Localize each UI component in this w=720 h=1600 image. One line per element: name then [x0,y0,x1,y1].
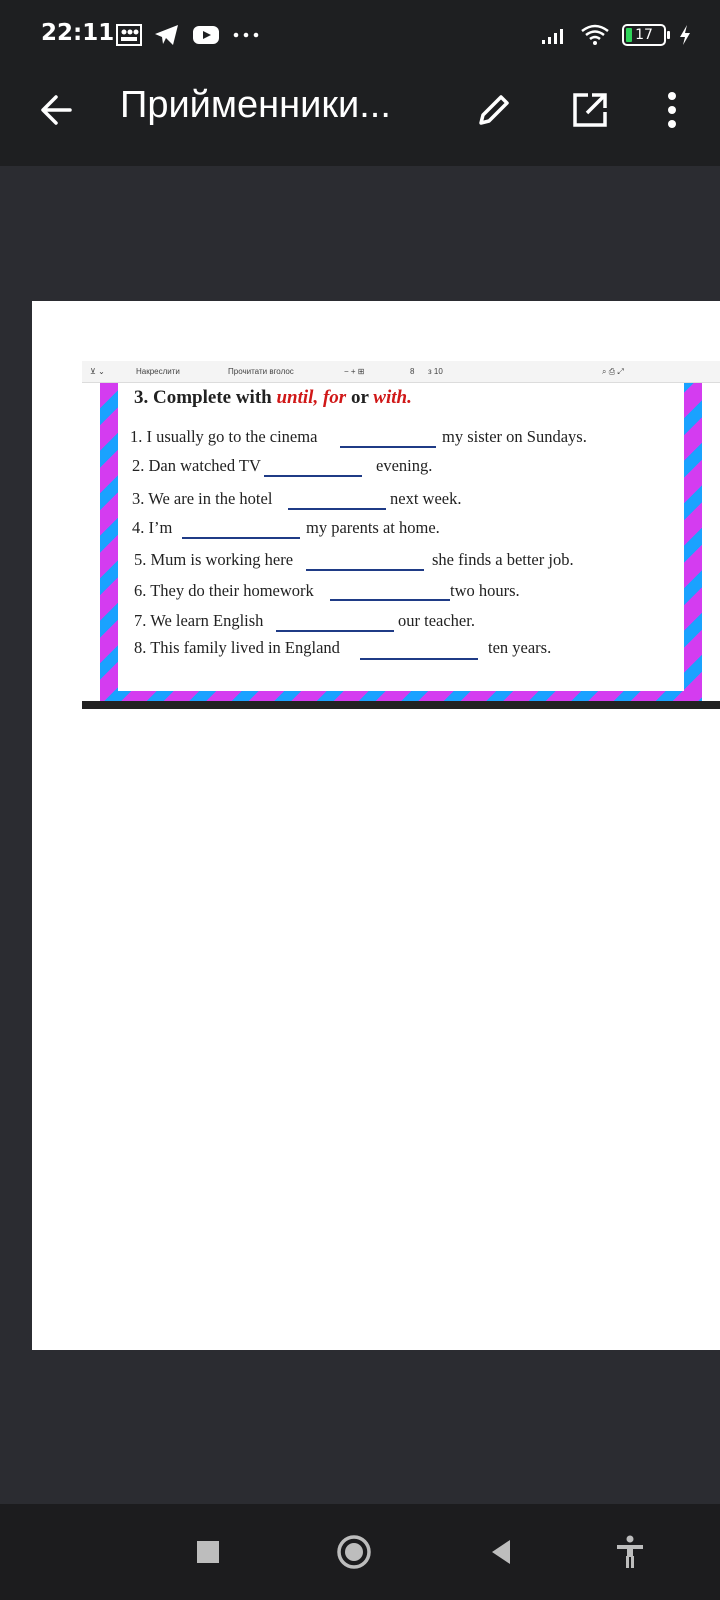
status-time: 22:11 [41,20,115,46]
draw-tool: Накреслити [136,367,180,376]
wifi-icon [580,24,610,46]
item-2-after: evening. [376,456,433,475]
item-6-blank [330,599,450,601]
item-8-before: 8. This family lived in England [134,638,340,657]
viewer-actions-icon: ⌕ ⎙ ⤢ [602,367,624,376]
embedded-screenshot [82,353,720,709]
highlight-tool-icon: ⊻ ⌄ [90,367,105,376]
status-icons-right [540,22,692,48]
item-6-after: two hours. [450,581,520,600]
item-1-after: my sister on Sundays. [442,427,587,446]
battery-icon [622,24,666,46]
app-bar [0,70,720,166]
item-5-after: she finds a better job. [432,550,574,569]
item-5-before: 5. Mum is working here [134,550,294,569]
item-7-blank [276,630,394,632]
worksheet-title [134,387,412,409]
back-arrow-icon[interactable] [36,90,76,130]
more-dots-icon [232,24,260,46]
item-1-blank [340,446,436,448]
worksheet-frame [100,383,702,701]
item-1-before: 1. I usually go to the cinema [130,427,318,446]
signal-icon [540,24,568,46]
item-4-blank [182,537,300,539]
edit-pencil-icon[interactable] [474,90,514,130]
item-5-blank [306,569,424,571]
item-8-after: ten years. [488,638,552,657]
page-total: з 10 [428,367,443,376]
title-prefix: 3. Complete with [134,387,277,408]
read-aloud-tool: Прочитати вголос [228,367,294,376]
worksheet [118,383,684,691]
item-4-after: my parents at home. [306,518,440,537]
document-page[interactable] [32,301,720,1350]
accessibility-icon[interactable] [616,1534,644,1570]
status-icons-left [116,22,260,48]
item-2-before: 2. Dan watched TV [132,456,261,475]
image-gallery-icon [116,24,142,46]
item-3-blank [288,508,386,510]
item-4-before: 4. I’m [132,518,173,537]
item-3-after: next week. [390,489,462,508]
item-8-blank [360,658,478,660]
item-2-blank [264,475,362,477]
embedded-taskbar [82,701,720,709]
youtube-icon [192,24,220,46]
item-7-after: our teacher. [398,611,475,630]
navigation-bar [0,1504,720,1600]
status-bar [0,0,720,70]
charging-bolt-icon [678,24,692,46]
back-triangle-icon[interactable] [488,1534,514,1570]
page-number: 8 [410,367,415,376]
item-7-before: 7. We learn English [134,611,264,630]
battery-level: 17 [635,27,653,43]
pdf-viewer-toolbar [82,361,720,383]
item-6-before: 6. They do their homework [134,581,314,600]
title-until-for: until, for [276,387,347,408]
document-title: Прийменники... [120,84,391,126]
item-3-before: 3. We are in the hotel [132,489,273,508]
open-external-icon[interactable] [570,90,610,130]
title-with: with. [373,387,412,408]
top-bar [0,0,720,166]
more-vert-icon[interactable] [660,90,684,130]
title-or: or [346,387,374,408]
telegram-icon [154,24,180,46]
recents-square-icon[interactable] [196,1534,222,1570]
home-circle-icon[interactable] [336,1534,372,1570]
zoom-controls-icon: − + ⊞ [344,367,365,376]
